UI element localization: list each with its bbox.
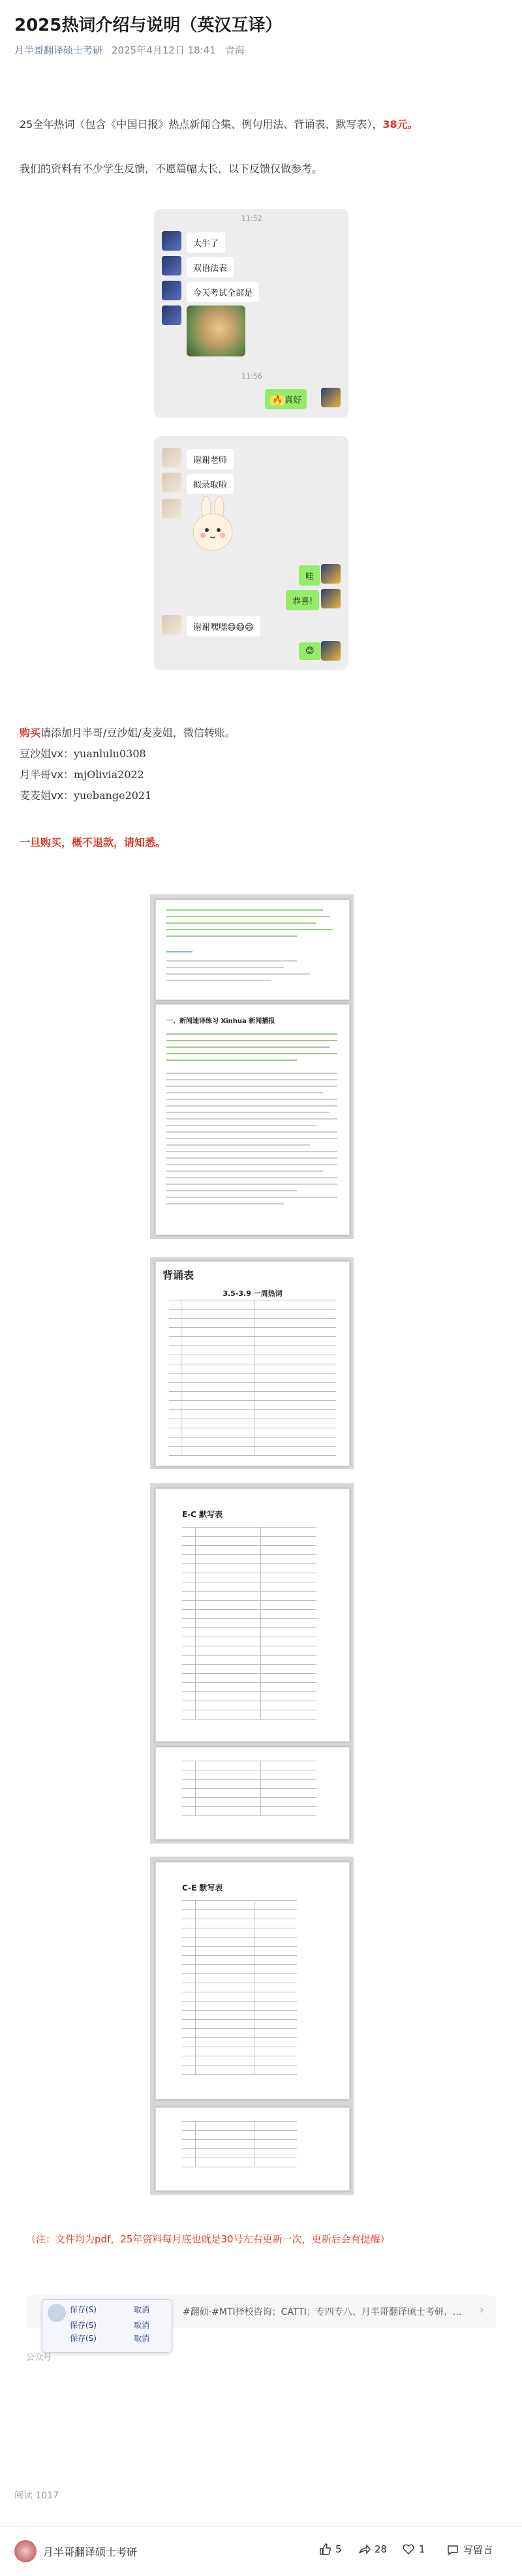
publish-location: 青海: [224, 44, 245, 56]
dictation-page: [155, 2107, 350, 2191]
no-refund-notice: 一旦购买，概不退款，请知悉。: [20, 836, 166, 849]
article-meta: [14, 43, 245, 57]
author-link[interactable]: 月半哥翻译硕士考研: [14, 44, 103, 56]
update-note: （注：文件均为pdf，25年资料每月底也就是30号左右更新一次，更新后会有提醒）: [26, 2233, 390, 2245]
recite-label: 背诵表: [162, 1269, 194, 1281]
footer-bar: [0, 2526, 522, 2576]
favorite-button[interactable]: 1: [402, 2543, 425, 2556]
chat-screenshot-1: [154, 209, 348, 418]
dictation-page: [155, 1862, 350, 2099]
chat-reply: 🔥 真好: [265, 389, 307, 409]
like-button[interactable]: 5: [318, 2543, 342, 2556]
avatar: [162, 499, 181, 518]
menu-item-cancel[interactable]: 取消: [134, 2334, 150, 2343]
table-title: 3.5-3.9 一周热词: [223, 1289, 283, 1298]
avatar: [162, 448, 181, 467]
menu-item-save[interactable]: 保存(S): [70, 2334, 97, 2343]
avatar: [162, 231, 181, 251]
avatar: [321, 589, 341, 608]
avatar: [162, 281, 181, 300]
contact-line: 月半哥vx：mjOlivia2022: [20, 768, 144, 781]
chat-screenshot-2: [154, 436, 348, 670]
dictation-title: C-E 默写表: [182, 1883, 223, 1893]
context-menu: [42, 2299, 172, 2353]
chat-reply: 哇: [299, 565, 320, 586]
purchase-instruction: 购买请添加月半哥/豆沙姐/麦麦姐，微信转账。: [20, 727, 236, 739]
chat-timestamp: 11:52: [241, 214, 262, 223]
chat-message: 谢谢老师: [187, 449, 234, 469]
comment-icon: [446, 2543, 459, 2556]
page-heading: 一、新闻速译练习 Xinhua 新闻播报: [166, 1018, 275, 1025]
document-page: [155, 1004, 350, 1235]
chat-reply: 恭喜!: [286, 590, 319, 610]
avatar: [321, 641, 341, 661]
intro-text: 25全年热词（包含《中国日报》热点新闻合集、例句用法、背诵表、默写表），: [20, 118, 383, 131]
emoji-sticker: 🔥: [270, 396, 284, 405]
intro-paragraph: [20, 116, 418, 133]
chat-message: 拟录取啦: [187, 474, 234, 494]
avatar: [321, 388, 341, 407]
footer-account-name[interactable]: 月半哥翻译硕士考研: [43, 2546, 138, 2558]
tags-text: #翻硕·#MTI择校咨询；CATTI；专四专八、月半哥翻译硕士考研、...: [183, 2307, 462, 2317]
rabbit-sticker-icon: [187, 496, 239, 555]
chat-reply: 😊: [299, 642, 321, 660]
share-icon: [358, 2543, 371, 2556]
dictation-page: [155, 1747, 350, 1840]
share-button[interactable]: 28: [358, 2543, 387, 2556]
public-account-label: 公众号: [26, 2353, 52, 2363]
chat-message: 谢谢嘿嘿😄😄😄: [187, 616, 260, 636]
menu-item-save[interactable]: 保存(S): [70, 2305, 97, 2314]
buy-label: 购买: [20, 727, 41, 739]
document-page: [155, 900, 350, 1000]
article-title: 2025热词介绍与说明（英汉互译）: [14, 16, 283, 35]
publish-date: 2025年4月12日 18:41: [112, 44, 216, 56]
dictation-page: [155, 1488, 350, 1742]
avatar: [162, 256, 181, 275]
dictation-title: E-C 默写表: [182, 1510, 223, 1519]
menu-item-cancel[interactable]: 取消: [134, 2321, 150, 2330]
avatar: [162, 306, 181, 325]
chat-message: 今天考试全部是: [187, 282, 259, 302]
menu-item-cancel[interactable]: 取消: [134, 2305, 150, 2314]
chat-timestamp: 11:56: [241, 372, 262, 381]
heart-icon: [402, 2543, 415, 2556]
avatar: [162, 473, 181, 492]
intro-price: 38元。: [382, 118, 418, 131]
chat-message: 太牛了: [187, 232, 225, 253]
read-count: 阅读 1017: [14, 2490, 59, 2501]
feedback-note: 我们的资料有不少学生反馈，不愿篇幅太长，以下反馈仅做参考。: [20, 163, 323, 175]
menu-item-save[interactable]: 保存(S): [70, 2321, 97, 2330]
thumbs-up-icon: [318, 2543, 331, 2556]
contact-line: 麦麦姐vx：yuebange2021: [20, 789, 152, 802]
avatar: [162, 615, 181, 635]
recite-table-page: [155, 1261, 350, 1466]
comment-button[interactable]: 写留言: [446, 2543, 493, 2556]
chat-photo: [187, 306, 245, 356]
chat-message: 双语法表: [187, 257, 234, 277]
avatar: [321, 564, 341, 584]
avatar: [48, 2304, 66, 2322]
chevron-right-icon: ›: [479, 2303, 484, 2317]
contact-line: 豆沙姐vx：yuanlulu0308: [20, 747, 146, 760]
avatar[interactable]: [14, 2540, 37, 2562]
